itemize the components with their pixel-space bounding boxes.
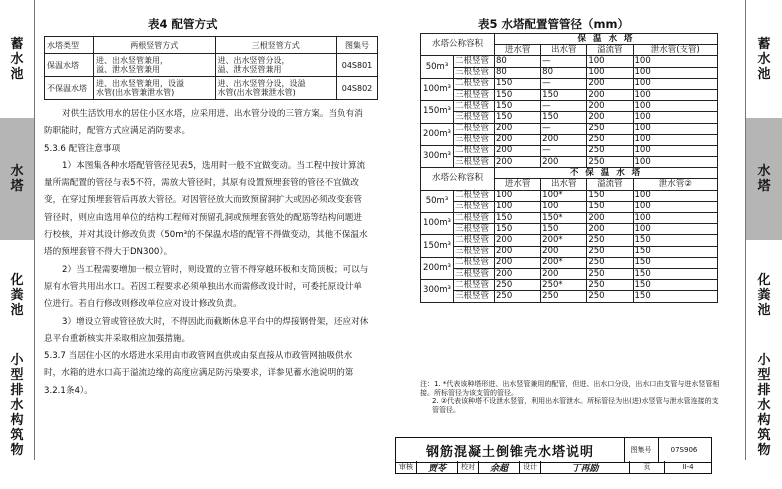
table-header: 泄水管② [633,179,717,190]
table-cell: 250 [587,268,633,279]
table-cell: 100 [633,56,717,67]
table-cell: 200* [541,235,587,246]
table-cell: 100 [633,157,717,168]
drawing-title: 钢筋混凝土倒锥壳水塔说明 [396,438,625,462]
table-row [421,201,718,212]
riser-type-cell: 三根竖管 [454,67,495,78]
note: 注：1. *代表该种塔形进、出水竖管兼用的配管，但进、出水口分设，出水口由支管与进水竖管相接。所标管径为该支管的管径。 [420,380,720,397]
riser-type-cell: 二根竖管 [454,257,495,268]
table-row [421,224,718,235]
table-cell: 250 [587,145,633,156]
capacity-cell: 100m³ [421,213,454,235]
table-cell: 150* [541,213,587,224]
table-cell: 150 [633,291,717,302]
capacity-cell: 100m³ [421,78,454,100]
table-cell: 200 [587,213,633,224]
table-cell: 250 [587,157,633,168]
table-cell: 200 [495,134,541,145]
table-row [421,268,718,279]
tab-small-drainage-right[interactable]: 小型排水构筑物 [757,352,771,458]
paragraph: 5.3.7 当居住小区的水塔进水采用由市政管网直供或由泵直接从市政管网抽吸供水时，水箱的进水口高于溢流边缘的高度应满足防污染要求，详参见蓄水池说明的第3.2.1条4）。 [44,351,354,396]
table-row [421,89,718,100]
capacity-cell: 200m³ [421,123,454,145]
riser-type-cell: 二根竖管 [454,101,495,112]
signature-row [395,461,712,474]
table-cell: — [541,101,587,112]
table-cell: 150 [587,201,633,212]
paragraph: 2）当工程需要增加一根立管时，则设置的立管不得穿越环板和支筒顶板；可以与原有水管共用出水口。若因工程要求必须单独出水而需修改设计时，可委托原设计单位进行。若自行修改则修改单位应对设计修改负责。 [44,264,369,310]
table-row [421,101,718,112]
capacity-cell: 50m³ [421,56,454,78]
tab-septic-tank[interactable]: 化粪池 [10,272,24,318]
design-label: 设计 [520,461,541,473]
table-cell: 250* [541,280,587,291]
capacity-cell: 150m³ [421,101,454,123]
table-cell: 150 [633,257,717,268]
table-header: 溢流管 [587,179,633,190]
table-cell: 200 [541,246,587,257]
table-cell: 200 [495,268,541,279]
table-row [45,54,378,77]
table-cell: 150 [541,112,587,123]
riser-type-cell: 三根竖管 [454,291,495,302]
table-cell: 150 [541,224,587,235]
tab-reservoir-right[interactable]: 蓄水池 [757,36,771,82]
capacity-cell: 150m³ [421,235,454,257]
table-cell: 100 [541,201,587,212]
table-row [421,112,718,123]
checker-name: 余超 [479,461,520,473]
capacity-cell: 300m³ [421,280,454,302]
table-cell: 250 [587,257,633,268]
table-cell: 100 [495,201,541,212]
table5-caption: 表5 水塔配置管管径（mm） [478,17,629,31]
riser-type-cell: 三根竖管 [454,157,495,168]
table-cell: 150 [495,101,541,112]
table-cell: 200* [541,257,587,268]
title-block [395,437,712,463]
tab-septic-tank-right[interactable]: 化粪池 [757,272,771,318]
table-cell: 200 [495,145,541,156]
table-cell: 100 [633,101,717,112]
table-cell: 04S802 [337,77,378,100]
table4-caption: 表4 配管方式 [148,17,218,31]
atlas-label: 图集号 [624,438,659,462]
table-row [421,56,718,67]
riser-type-cell: 二根竖管 [454,213,495,224]
table-cell: — [541,145,587,156]
table-row [421,157,718,168]
reviewer-name: 贾苓 [417,461,458,473]
table-row [421,213,718,224]
table-row [421,280,718,291]
table-row [421,291,718,302]
table-cell: 100 [633,224,717,235]
riser-type-cell: 二根竖管 [454,280,495,291]
designer-name: 丁再励 [541,461,630,473]
table-cell: 150 [633,268,717,279]
table-header: 三根竖管方式 [215,37,337,54]
capacity-cell: 300m³ [421,145,454,167]
table-cell: 100 [633,190,717,201]
table-cell: — [541,78,587,89]
table-row [421,257,718,268]
table5 [420,33,718,303]
table-cell: 100 [633,112,717,123]
tab-water-tower-right[interactable]: 水塔 [746,118,782,240]
table-cell: 100 [633,134,717,145]
table-cell: 250 [541,291,587,302]
table-cell: 200 [541,157,587,168]
riser-type-cell: 三根竖管 [454,201,495,212]
table-cell: 进、出水竖管分设， 溢、泄水竖管兼用 [215,54,337,77]
table-header: 进水管 [495,45,541,56]
right-sidebar [745,0,782,460]
table4 [44,36,378,100]
riser-type-cell: 二根竖管 [454,190,495,201]
table-cell: 200 [587,112,633,123]
riser-type-cell: 二根竖管 [454,56,495,67]
table-cell: 100 [633,67,717,78]
riser-type-cell: 三根竖管 [454,224,495,235]
table-cell: 200 [541,268,587,279]
table-cell: 04S801 [337,54,378,77]
table-notes [420,380,720,414]
table-header: 溢流管 [587,45,633,56]
table-row [421,145,718,156]
table-row [421,190,718,201]
table-row [421,168,718,179]
table-cell: 150 [587,190,633,201]
table-cell: 80 [495,56,541,67]
riser-type-cell: 二根竖管 [454,123,495,134]
section-heading: 5.3.6 配管注意事项 [44,143,121,154]
riser-type-cell: 二根竖管 [454,78,495,89]
riser-type-cell: 二根竖管 [454,145,495,156]
table-header: 出水管 [541,179,587,190]
table-cell: 100 [633,213,717,224]
table-cell: 100 [587,56,633,67]
table-row [421,123,718,134]
table-row [45,37,378,54]
table-row [421,78,718,89]
table-header: 两根竖管方式 [94,37,216,54]
table-cell: 250 [495,291,541,302]
riser-type-cell: 三根竖管 [454,134,495,145]
table-row [421,246,718,257]
table-cell: 200 [587,89,633,100]
riser-type-cell: 三根竖管 [454,246,495,257]
table-cell: 150 [495,224,541,235]
table-cell: 150 [633,246,717,257]
table-cell: — [541,123,587,134]
page-label: 页 [630,461,665,473]
table-cell: 150 [495,213,541,224]
table-header: 图集号 [337,37,378,54]
table-cell: 250 [587,280,633,291]
table-cell: 进、出水竖管兼用， 溢、泄水竖管兼用 [94,54,216,77]
table-cell: 200 [495,235,541,246]
table-cell: 200 [587,224,633,235]
capacity-cell: 200m³ [421,257,454,279]
table-cell: 100 [587,67,633,78]
table-row [421,67,718,78]
table-cell: 100 [633,89,717,100]
table-cell: 进、出水竖管兼用，设溢 水管(出水管兼泄水管) [94,77,216,100]
table-cell: 250 [587,291,633,302]
table-header: 水塔类型 [45,37,94,54]
table-cell: — [541,56,587,67]
table-cell: 80 [541,67,587,78]
paragraph: 1）本图集各种水塔配管管径见表5，选用时一般不宜做变动。当工程中按计算流量所需配置的管径与表5不符，需放大管径时，其原有设置预埋套管的管径不宜做改变，在穿过预埋套管后再放大管径。对因管径放大而致预留洞扩大或因必须改变套管管径时，则应由选用单位的结构工程师对预留孔洞或预埋套管处的配筋等结构问题进行校核，并对其设计修改负责（50m³的不保温水塔的配管不得做变动，其他不保温水塔的预埋套管不得大于DN300）。 [44,160,368,258]
table-cell: 250 [587,246,633,257]
left-sidebar [0,0,35,460]
table-cell: 100 [633,145,717,156]
table-cell: 150 [633,235,717,246]
review-label: 审核 [396,461,417,473]
table-cell: 150 [495,78,541,89]
table-cell: 200 [495,157,541,168]
table-cell: 100 [633,78,717,89]
table-cell: 200 [495,123,541,134]
riser-type-cell: 二根竖管 [454,235,495,246]
table-cell: 150 [495,89,541,100]
table-cell: 250 [587,134,633,145]
paragraph: 3）增设立管或管径放大时，不得因此而截断休息平台中的焊接钢骨架，还应对休息平台重新核实并采取相应加强措施。 [44,316,369,344]
table-row [421,34,718,45]
riser-type-cell: 三根竖管 [454,89,495,100]
table-cell: 80 [495,67,541,78]
note: 2. ②代表该种塔不设泄水竖管，利用出水管泄水。所标管径为出(进)水竖管与泄水管连接的支管管径。 [432,397,719,414]
table-cell: 150 [495,112,541,123]
tab-water-tower[interactable]: 水塔 [0,118,34,240]
table-cell: 200 [587,78,633,89]
table-cell: 200 [541,134,587,145]
table-cell: 100 [633,123,717,134]
check-label: 校对 [458,461,479,473]
table-cell: 150 [633,280,717,291]
table-cell: 200 [587,101,633,112]
table-cell: 250 [587,123,633,134]
table-cell: 250 [495,280,541,291]
riser-type-cell: 三根竖管 [454,112,495,123]
table-cell: 150 [541,89,587,100]
page-number: II-4 [682,463,694,471]
table-cell: 200 [495,246,541,257]
table-row [421,134,718,145]
table-group-header: 不 保 温 水 塔 [495,168,718,179]
atlas-number: 07S906 [670,446,698,454]
table-cell: 200 [495,257,541,268]
table-cell: 保温水塔 [45,54,94,77]
tab-reservoir[interactable]: 蓄水池 [10,36,24,82]
table-header: 水塔公称容积 [421,34,495,56]
table-cell: 250 [587,235,633,246]
table-cell: 不保温水塔 [45,77,94,100]
paragraph: 对供生活饮用水的居住小区水塔，应采用进、出水管分设的三管方案。当负有消防职能时，配管方式应满足消防要求。 [44,109,363,137]
riser-type-cell: 三根竖管 [454,268,495,279]
table-header: 水塔公称容积 [421,168,495,190]
table-cell: 100 [633,201,717,212]
tab-small-drainage[interactable]: 小型排水构筑物 [10,352,24,458]
table-group-header: 保 温 水 塔 [495,34,718,45]
table-cell: 100 [495,190,541,201]
table-header: 出水管 [541,45,587,56]
capacity-cell: 50m³ [421,190,454,212]
table-cell: 进、出水竖管分设，设溢 水管(出水管兼泄水管) [215,77,337,100]
table-row [421,235,718,246]
table-header: 泄水管(支管) [633,45,717,56]
table-cell: 100* [541,190,587,201]
table-header: 进水管 [495,179,541,190]
table-row [45,77,378,100]
body-text [44,106,369,400]
